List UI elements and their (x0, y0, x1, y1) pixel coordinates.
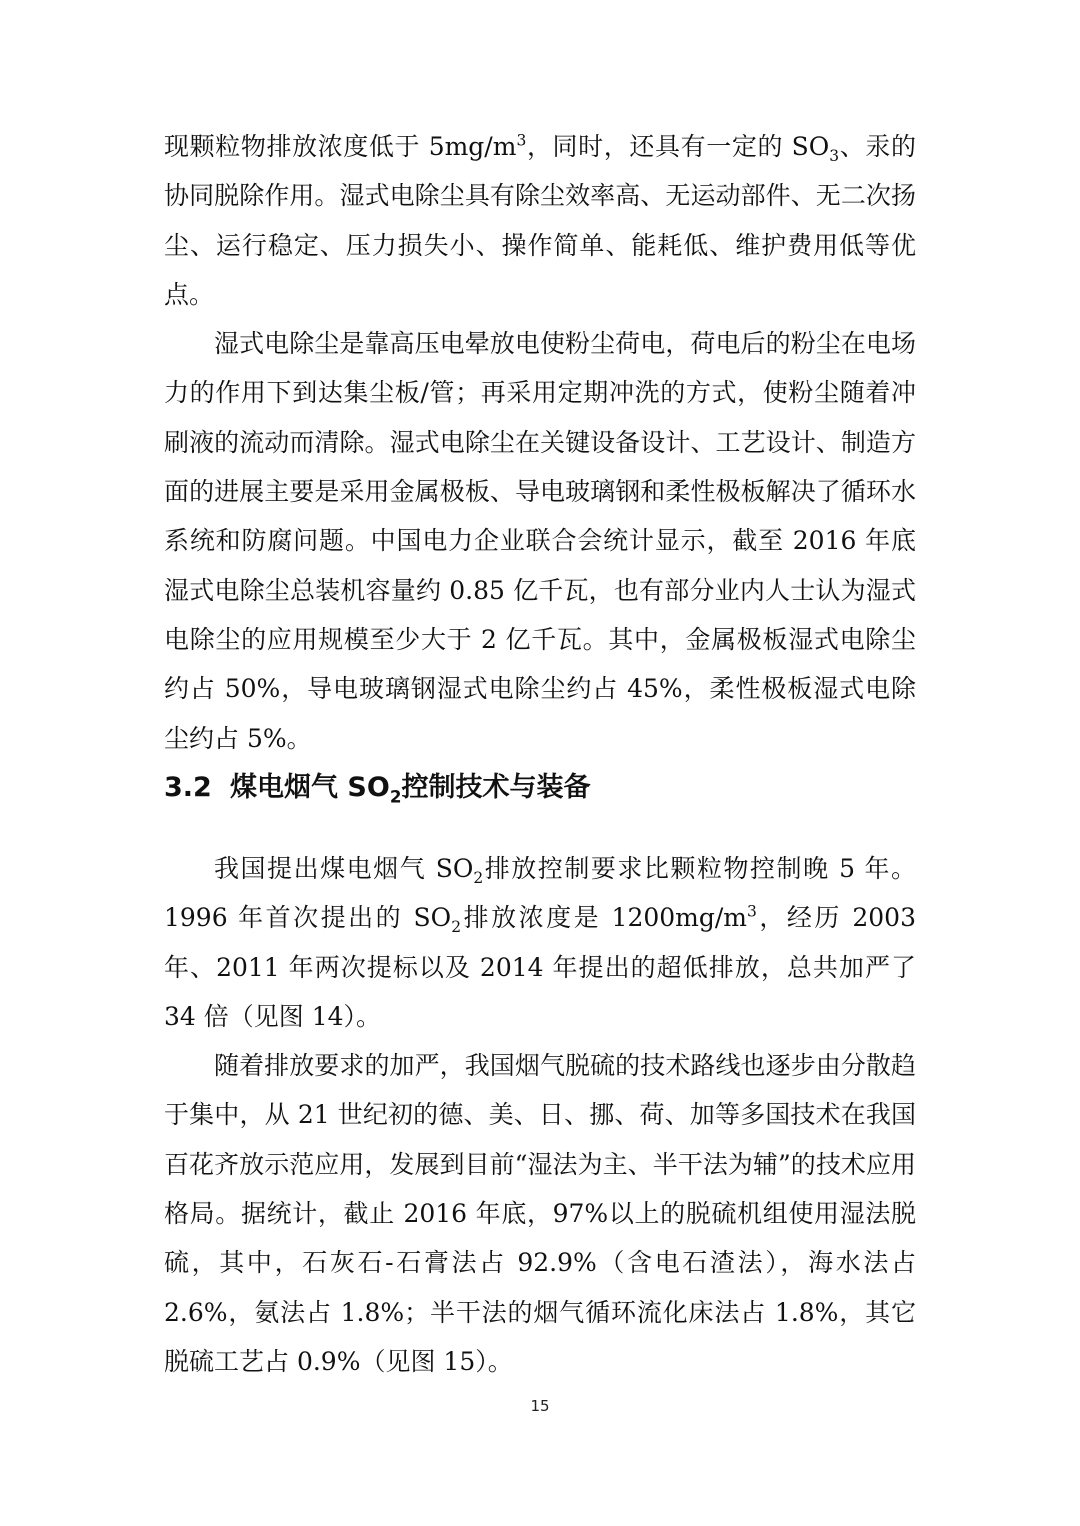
paragraph-so2-text-a: 我国提出煤电烟气 SO (214, 854, 474, 883)
body-text-block-top (164, 122, 916, 763)
subscript-so2-heading: 2 (389, 786, 402, 807)
section-heading (164, 766, 916, 810)
superscript-cubic-b: 3 (747, 902, 757, 921)
subscript-so2-b: 2 (451, 918, 462, 937)
paragraph-so2-requirements (164, 844, 916, 1041)
body-text-block-bottom (164, 844, 916, 1386)
subscript-so3: 3 (829, 147, 840, 165)
paragraph-continued-text-a: 现颗粒物排放浓度低于 5mg/m (164, 132, 517, 161)
paragraph-so2-text-c: 排放浓度是 1200mg/m (461, 903, 748, 933)
paragraph-so2-text-b: 排放控制要求比颗粒物控制晚 5 年。1996 年首次提出的 SO (164, 854, 916, 933)
paragraph-desulfurization: 随着排放要求的加严，我国烟气脱硫的技术路线也逐步由分散趋于集中，从 21 世纪初的德、美、日、挪、荷、加等多国技术在我国百花齐放示范应用，发展到目前“湿法为主、半干法为辅”的技术应用格局。据统计，截止 2016 年底，97%以上的脱硫机组使用湿法脱硫，其中，石灰石-石膏法占 92.9%（含电石渣法），海水法占 2.6%，氨法占 1.8%；半干法的烟气循环流化床法占 1.8%，其它脱硫工艺占 0.9%（见图 15）。 (164, 1051, 916, 1376)
paragraph-so2-text-d: ，经历 2003 年、2011 年两次提标以及 2014 年提出的超低排放，总共加严了 34 倍（见图 14）。 (164, 903, 916, 1031)
paragraph-wet-esp: 湿式电除尘是靠高压电晕放电使粉尘荷电，荷电后的粉尘在电场力的作用下到达集尘板/管；再采用定期冲洗的方式，使粉尘随着冲刷液的流动而清除。湿式电除尘在关键设备设计、工艺设计、制造方面的进展主要是采用金属极板、导电玻璃钢和柔性极板解决了循环水系统和防腐问题。中国电力企业联合会统计显示，截至 2016 年底湿式电除尘总装机容量约 0.85 亿千瓦，也有部分业内人士认为湿式电除尘的应用规模至少大于 2 亿千瓦。其中，金属极板湿式电除尘约占 50%，导电玻璃钢湿式电除尘约占 45%，柔性极板湿式电除尘约占 5%。 (164, 329, 916, 753)
section-number: 3.2 (164, 772, 212, 803)
section-title-a: 煤电烟气 SO (230, 772, 390, 803)
page-number: 15 (530, 1397, 550, 1415)
section-title-b: 控制技术与装备 (401, 772, 591, 803)
paragraph-continued-text-c: 、汞的协同脱除作用。湿式电除尘具有除尘效率高、无运动部件、无二次扬尘、运行稳定、压力损失小、操作简单、能耗低、维护费用低等优点。 (164, 132, 916, 309)
superscript-cubic: 3 (516, 131, 527, 150)
subscript-so2-a: 2 (473, 869, 484, 887)
paragraph-continued (164, 122, 916, 319)
paragraph-continued-text-b: ，同时，还具有一定的 SO (526, 132, 830, 161)
